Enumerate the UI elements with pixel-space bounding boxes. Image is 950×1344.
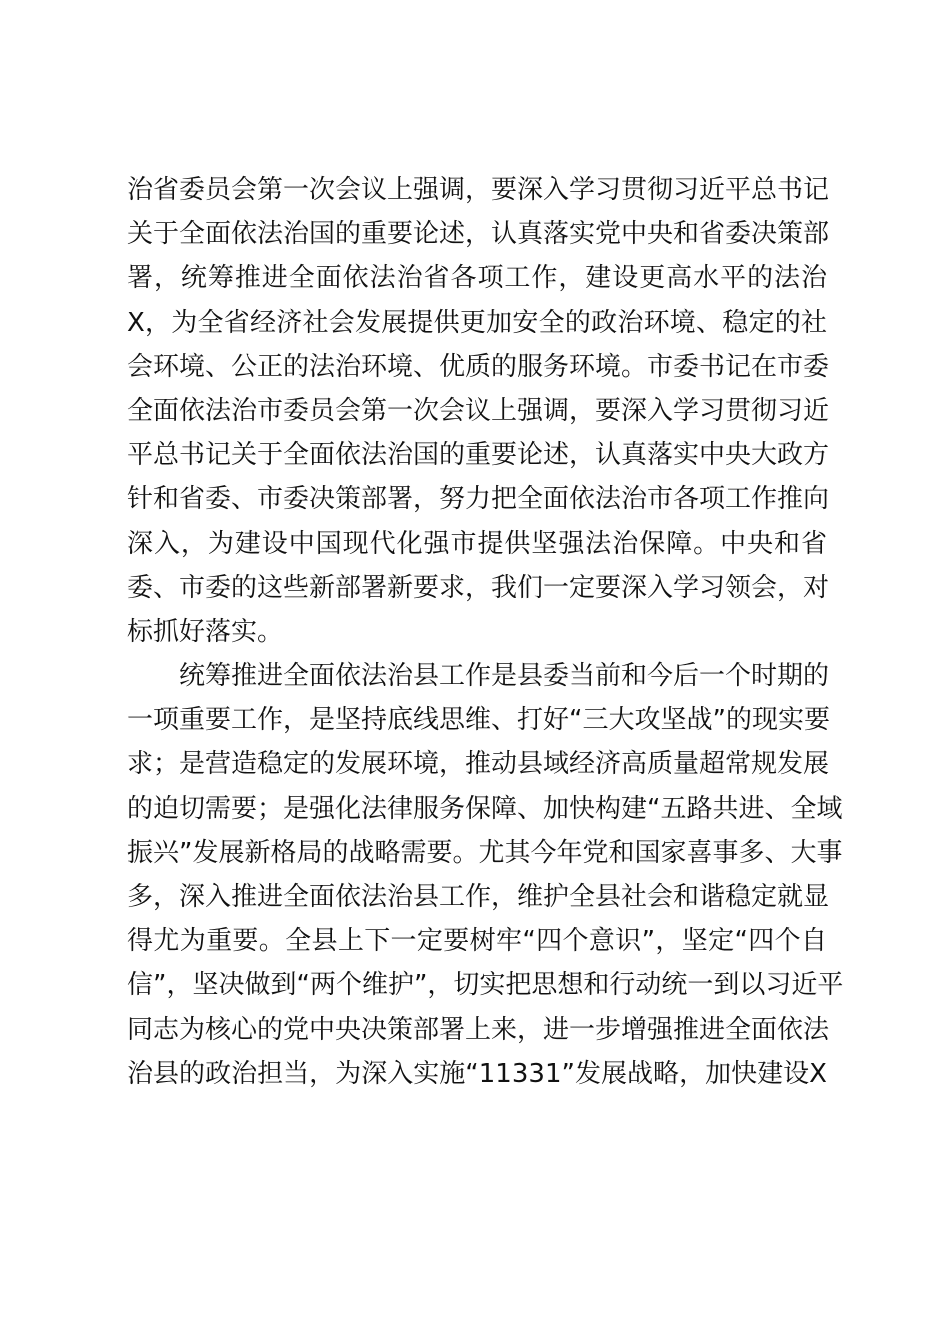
text-line: 一项重要工作，是坚持底线思维、打好“三大攻坚战”的现实要 [127, 705, 830, 736]
text-line: 全面依法治市委员会第一次会议上强调，要深入学习贯彻习近 [127, 395, 830, 426]
text-line: X，为全省经济社会发展提供更加安全的政治环境、稳定的社 [127, 307, 827, 338]
text-line: 信”，坚决做到“两个维护”，切实把思想和行动统一到以习近平 [127, 970, 844, 1001]
text-line: 多，深入推进全面依法治县工作，维护全县社会和谐稳定就显 [127, 882, 830, 912]
text-line: 署，统筹推进全面依法治省各项工作，建设更高水平的法治 [127, 263, 827, 294]
text-line: 关于全面依法治国的重要论述，认真落实党中央和省委决策部 [127, 219, 830, 250]
text-line: 治县的政治担当，为深入实施“11331”发展战略，加快建设X [127, 1058, 827, 1089]
text-line: 深入，为建设中国现代化强市提供坚强法治保障。中央和省 [127, 528, 827, 559]
text-line: 振兴”发展新格局的战略需要。尤其今年党和国家喜事多、大事 [127, 837, 843, 868]
text-line: 治省委员会第一次会议上强调，要深入学习贯彻习近平总书记 [127, 175, 830, 205]
text-line: 的迫切需要；是强化法律服务保障、加快构建“五路共进、全域 [127, 793, 843, 824]
text-line: 针和省委、市委决策部署，努力把全面依法治市各项工作推向 [127, 484, 830, 515]
paragraph-2 [127, 654, 844, 1096]
text-line: 标抓好落实。 [127, 616, 284, 647]
text-line: 平总书记关于全面依法治国的重要论述，认真落实中央大政方 [127, 440, 830, 471]
text-line: 得尤为重要。全县上下一定要树牢“四个意识”，坚定“四个自 [127, 926, 827, 957]
paragraph-1 [127, 168, 830, 654]
text-line: 求；是营造稳定的发展环境，推动县域经济高质量超常规发展 [127, 749, 830, 780]
text-line: 会环境、公正的法治环境、优质的服务环境。市委书记在市委 [127, 351, 830, 382]
text-line: 委、市委的这些新部署新要求，我们一定要深入学习领会，对 [127, 572, 830, 603]
body-text [127, 168, 844, 1096]
text-line: 同志为核心的党中央决策部署上来，进一步增强推进全面依法 [127, 1014, 830, 1045]
text-line: 统筹推进全面依法治县工作是县委当前和今后一个时期的 [179, 661, 830, 692]
